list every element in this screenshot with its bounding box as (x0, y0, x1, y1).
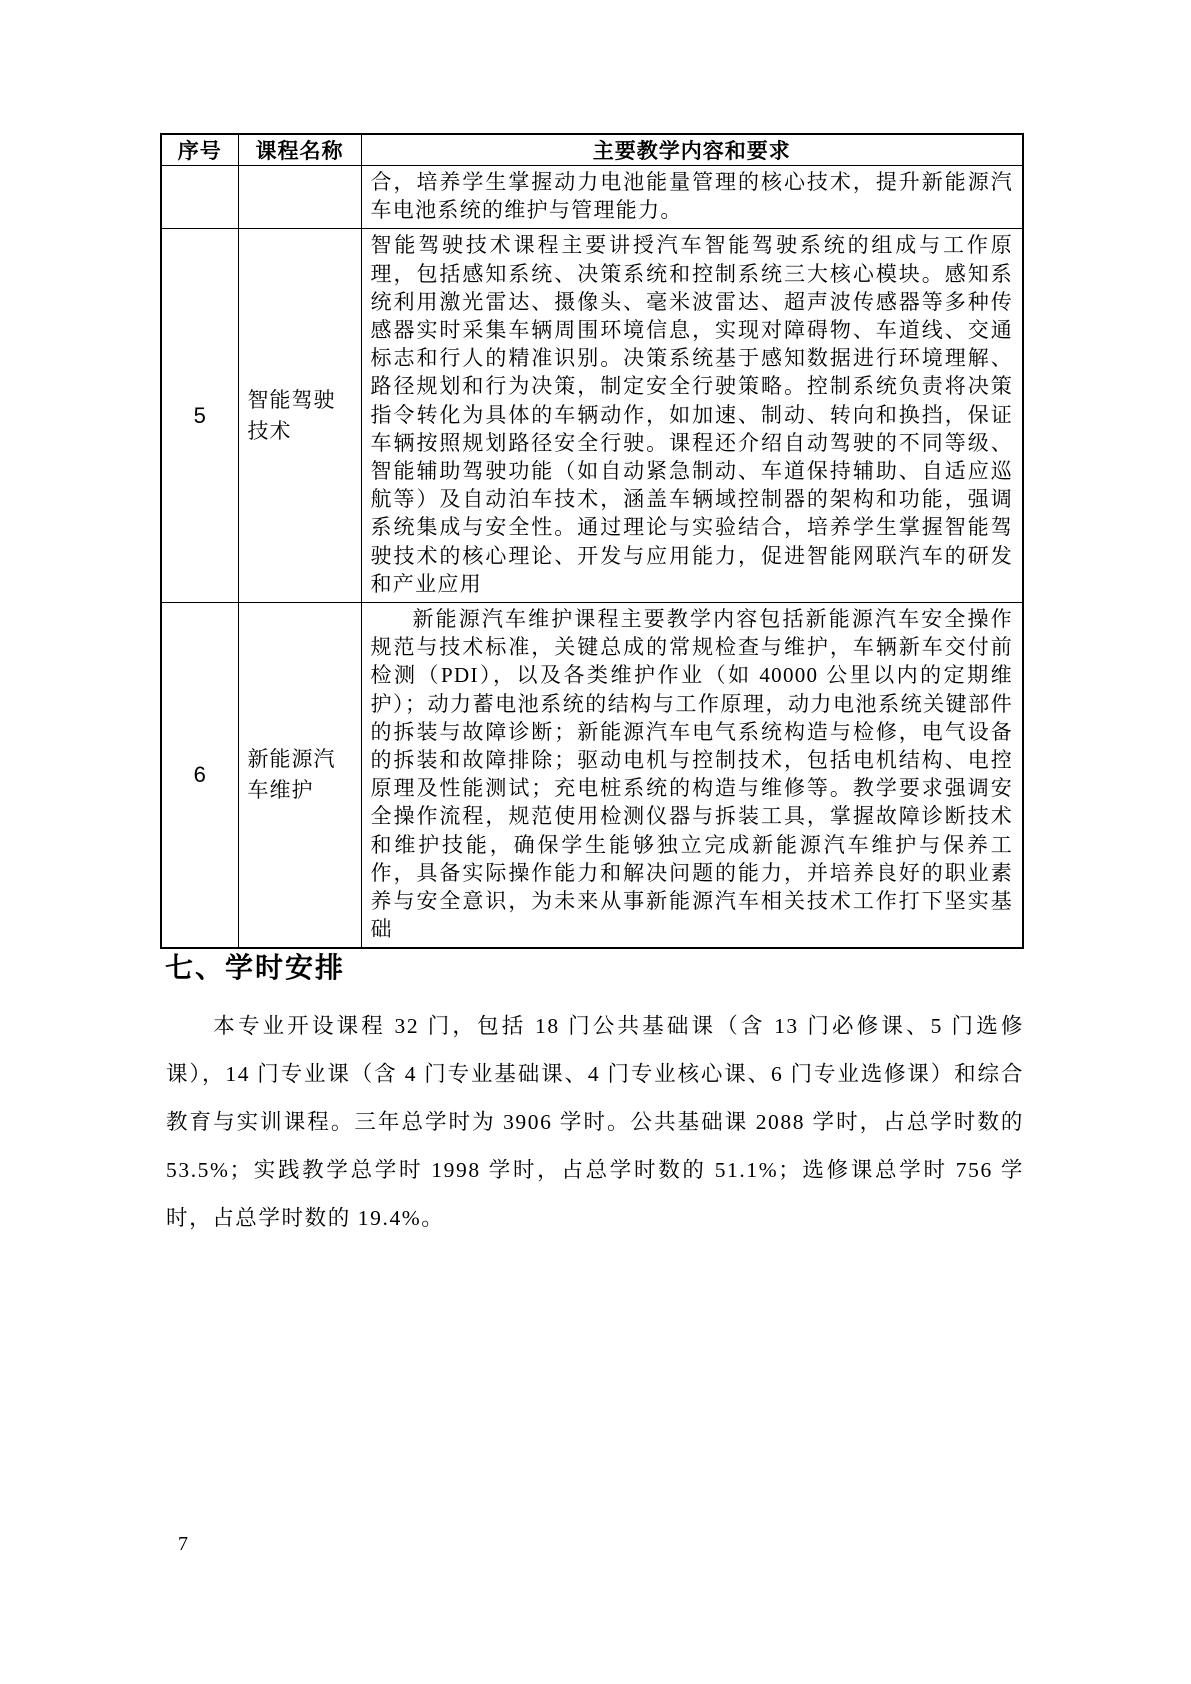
course-no: 6 (161, 603, 238, 949)
table-row (161, 229, 1023, 603)
page-number: 7 (178, 1533, 188, 1555)
course-no: 5 (161, 229, 238, 603)
course-name (238, 166, 361, 229)
course-content: 合，培养学生掌握动力电池能量管理的核心技术，提升新能源汽车电池系统的维护与管理能力。 (361, 166, 1023, 229)
column-header-course-name: 课程名称 (238, 134, 361, 166)
course-content: 新能源汽车维护课程主要教学内容包括新能源汽车安全操作规范与技术标准，关键总成的常规检查与维护，车辆新车交付前检测（PDI），以及各类维护作业（如 40000 公里以内的定期维护）；动力蓄电池系统的结构与工作原理，动力电池系统关键部件的拆装与故障诊断；新能源汽车电气系统构造与检修，电气设备的拆装和故障排除；驱动电机与控制技术，包括电机结构、电控原理及性能测试；充电桩系统的构造与维修等。教学要求强调安全操作流程，规范使用检测仪器与拆装工具，掌握故障诊断技术和维护技能，确保学生能够独立完成新能源汽车维护与保养工作，具备实际操作能力和解决问题的能力，并培养良好的职业素养与安全意识，为未来从事新能源汽车相关技术工作打下坚实基础 (361, 603, 1023, 949)
section-heading: 七、学时安排 (165, 952, 346, 983)
table-header-row (161, 134, 1023, 166)
column-header-no: 序号 (161, 134, 238, 166)
course-content: 智能驾驶技术课程主要讲授汽车智能驾驶系统的组成与工作原理，包括感知系统、决策系统和控制系统三大核心模块。感知系统利用激光雷达、摄像头、毫米波雷达、超声波传感器等多种传感器实时采集车辆周围环境信息，实现对障碍物、车道线、交通标志和行人的精准识别。决策系统基于感知数据进行环境理解、路径规划和行为决策，制定安全行驶策略。控制系统负责将决策指令转化为具体的车辆动作，如加速、制动、转向和换挡，保证车辆按照规划路径安全行驶。课程还介绍自动驾驶的不同等级、智能辅助驾驶功能（如自动紧急制动、车道保持辅助、自适应巡航等）及自动泊车技术，涵盖车辆域控制器的架构和功能，强调系统集成与安全性。通过理论与实验结合，培养学生掌握智能驾驶技术的核心理论、开发与应用能力，促进智能网联汽车的研发和产业应用 (361, 229, 1023, 603)
table-row (161, 166, 1023, 229)
course-no (161, 166, 238, 229)
course-name: 智能驾驶技术 (238, 229, 361, 603)
table-row (161, 603, 1023, 949)
column-header-content: 主要教学内容和要求 (361, 134, 1023, 166)
course-name: 新能源汽车维护 (238, 603, 361, 949)
course-table (160, 133, 1024, 949)
hours-arrangement-paragraph: 本专业开设课程 32 门，包括 18 门公共基础课（含 13 门必修课、5 门选修课），14 门专业课（含 4 门专业基础课、4 门专业核心课、6 门专业选修课）和综合教育与实训课程。三年总学时为 3906 学时。公共基础课 2088 学时，占总学时数的 53.5%；实践教学总学时 1998 学时，占总学时数的 51.1%；选修课总学时 756 学时，占总学时数的 19.4%。 (166, 1014, 1024, 1230)
